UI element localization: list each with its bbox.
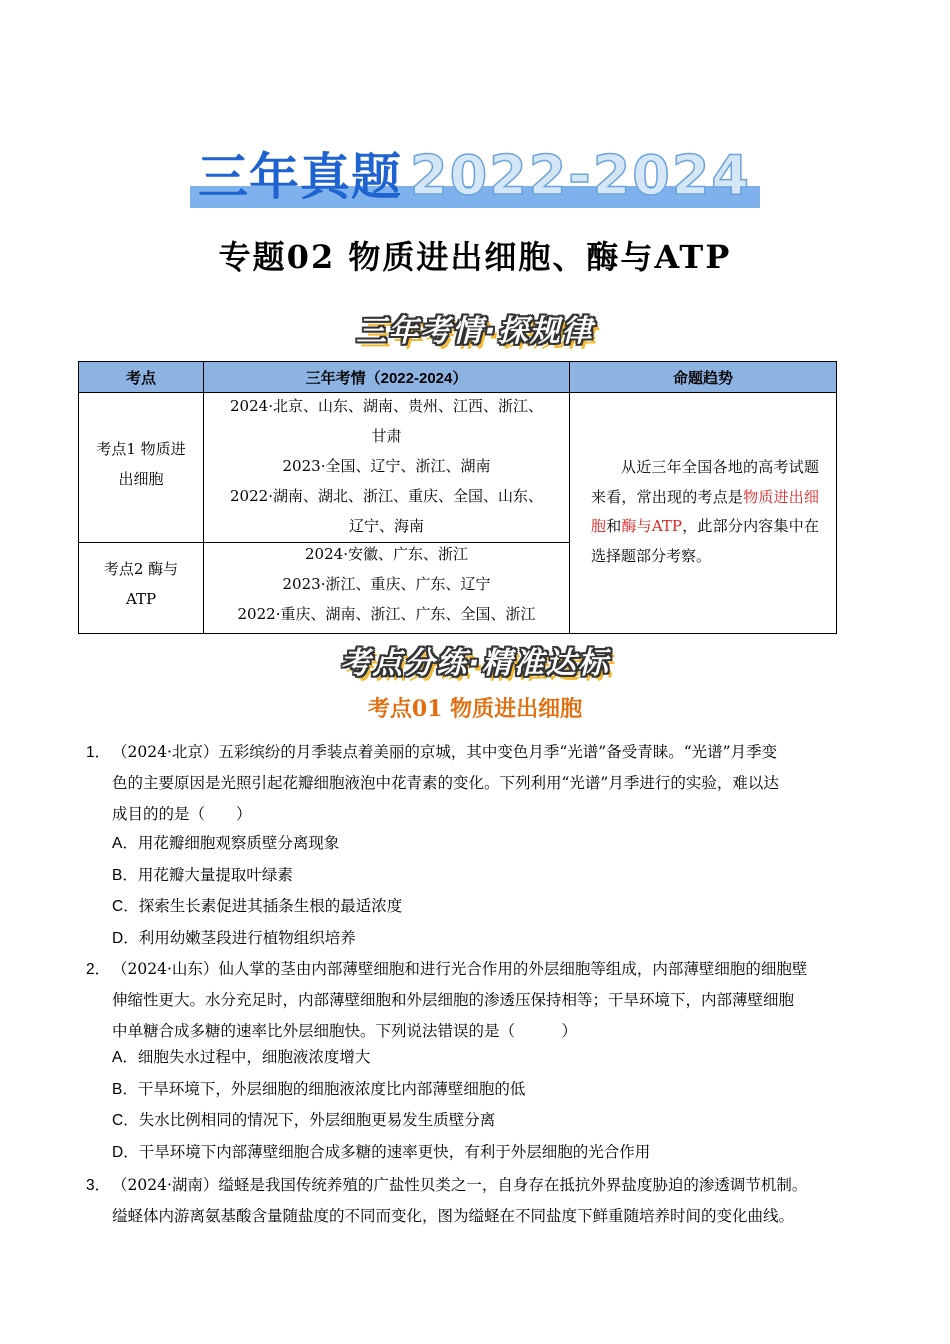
table-row-years-1 [204, 391, 569, 541]
banner-title: 三年真题 [198, 148, 402, 206]
topic-heading: 考点01 物质进出细胞 [367, 696, 583, 722]
option-b [112, 860, 857, 891]
trend-highlight: 物质进出细胞 [591, 487, 819, 535]
table-header-years: 三年考情（2022-2024） [204, 362, 569, 393]
banner-text [198, 144, 751, 217]
option-text: 用花瓣大量提取叶绿素 [137, 866, 293, 884]
question-number: 3． [86, 1177, 111, 1194]
option-letter: A． [112, 835, 138, 852]
option-text: 失水比例相同的情况下，外层细胞更易发生质壁分离 [138, 1111, 496, 1129]
question-line: （2024·山东）仙人掌的茎由内部薄壁细胞和进行光合作用的外层细胞等组成，内部薄壁细胞的细胞壁 [112, 960, 808, 978]
table-divider [569, 362, 570, 633]
option-text: 探索生长素促进其插条生根的最适浓度 [138, 897, 403, 915]
table-header-point: 考点 [79, 362, 203, 393]
years-line: 2024·安徽、广东、浙江 [305, 545, 468, 563]
years-line: 甘肃 [371, 427, 402, 445]
option-b [112, 1074, 857, 1105]
question-line: （2024·北京）五彩缤纷的月季装点着美丽的京城，其中变色月季“光谱”备受青睐。“光谱”月季变 [112, 743, 778, 761]
option-d [112, 1137, 857, 1168]
question-stem [112, 737, 857, 830]
years-line: 辽宁、海南 [348, 517, 424, 535]
point-label: ATP [125, 590, 157, 608]
option-c [112, 1105, 857, 1136]
question-line: （2024·湖南）缢蛏是我国传统养殖的广盐性贝类之一，自身存在抵抗外界盐度胁迫的渗透调节机制。 [112, 1176, 808, 1194]
table-row-point-2 [79, 554, 203, 614]
question-line: 伸缩性更大。水分充足时，内部薄壁细胞和外层细胞的渗透压保持相等；干旱环境下，内部薄壁细胞 [112, 991, 795, 1009]
years-line: 2023·浙江、重庆、广东、辽宁 [282, 575, 491, 593]
section-banner-trends: 三年考情·探规律 [356, 314, 594, 349]
option-text: 干旱环境下，外层细胞的细胞液浓度比内部薄壁细胞的低 [137, 1080, 526, 1098]
question-line: 中单糖合成多糖的速率比外层细胞快。下列说法错误的是（ ） [112, 1022, 578, 1040]
section-banner-practice: 考点分练·精准达标 [340, 646, 610, 681]
question-line: 缢蛏体内游离氨基酸含量随盐度的不同而变化，图为缢蛏在不同盐度下鲜重随培养时间的变化曲线。 [112, 1207, 795, 1225]
question-stem [112, 1170, 857, 1232]
option-letter: B． [112, 1081, 138, 1098]
option-letter: C． [112, 898, 139, 915]
option-text: 利用幼嫩茎段进行植物组织培养 [138, 929, 356, 947]
point-label: 考点1 物质进 [96, 440, 186, 458]
years-line: 2024·北京、山东、湖南、贵州、江西、浙江、 [230, 397, 543, 415]
question-number: 1． [86, 744, 111, 761]
years-line: 2022·重庆、湖南、浙江、广东、全国、浙江 [237, 605, 536, 623]
header-banner [190, 144, 760, 208]
table-header-trend: 命题趋势 [570, 362, 836, 393]
option-text: 干旱环境下内部薄壁细胞合成多糖的速率更快，有利于外层细胞的光合作用 [138, 1143, 651, 1161]
table-row-point-1 [79, 434, 203, 494]
point-label: 考点2 酶与 [103, 560, 179, 578]
question-number: 2． [86, 961, 111, 978]
option-letter: C． [112, 1112, 139, 1129]
option-a [112, 1042, 857, 1073]
option-letter: D． [112, 1144, 139, 1161]
option-a [112, 828, 857, 859]
trend-highlight: 酶与ATP [621, 517, 682, 535]
years-line: 2023·全国、辽宁、浙江、湖南 [282, 457, 491, 475]
banner-years: 2022-2024 [410, 144, 751, 207]
question-line: 色的主要原因是光照引起花瓣细胞液泡中花青素的变化。下列利用“光谱”月季进行的实验，难以达 [112, 774, 779, 792]
option-text: 用花瓣细胞观察质壁分离现象 [137, 834, 340, 852]
document-title: 专题02 物质进出细胞、酶与ATP [218, 238, 732, 276]
question-line: 成目的的是（ ） [112, 805, 252, 823]
table-row-years-2 [204, 539, 569, 629]
question-stem [112, 954, 857, 1047]
exam-overview-table [78, 361, 837, 634]
trend-text-part: 从近三年全国各地的高考试题来看，常出现的考点是 [591, 458, 819, 506]
point-label: 出细胞 [118, 470, 164, 488]
trend-text-part: 和 [606, 517, 622, 535]
trend-text-part: ，此部分内容集中在选择题部分考察。 [591, 517, 819, 565]
option-letter: B． [112, 867, 138, 884]
option-text: 细胞失水过程中，细胞液浓度增大 [137, 1048, 371, 1066]
option-letter: D． [112, 930, 139, 947]
option-letter: A． [112, 1049, 138, 1066]
years-line: 2022·湖南、湖北、浙江、重庆、全国、山东、 [230, 487, 543, 505]
option-c [112, 891, 857, 922]
option-d [112, 923, 857, 954]
trend-text [591, 453, 819, 571]
